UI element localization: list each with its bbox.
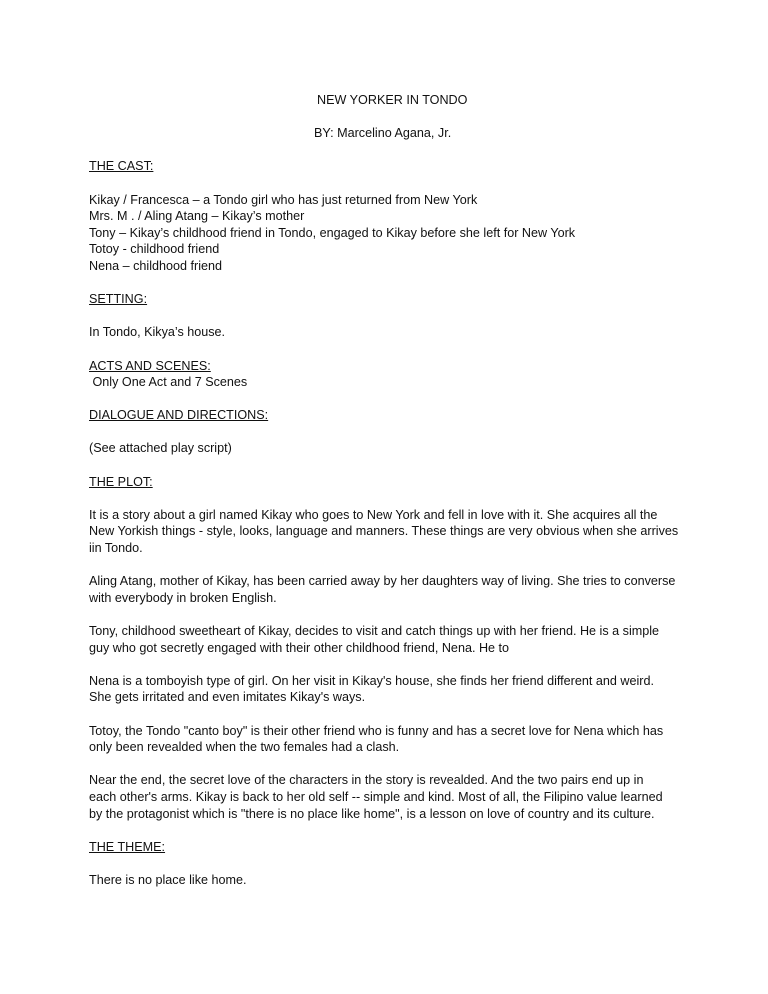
plot-line: She gets irritated and even imitates Kikay's ways. xyxy=(89,690,366,705)
cast-member: Tony – Kikay’s childhood friend in Tondo, engaged to Kikay before she left for New York xyxy=(89,225,576,240)
plot-line: Aling Atang, mother of Kikay, has been carried away by her daughters way of living. She tries to converse xyxy=(89,574,676,589)
plot-line: Nena is a tomboyish type of girl. On her visit in Kikay's house, she finds her friend different and weird. xyxy=(89,673,654,688)
dialogue-heading: DIALOGUE AND DIRECTIONS: xyxy=(89,408,269,423)
plot-line: each other's arms. Kikay is back to her old self -- simple and kind. Most of all, the Filipino value learned xyxy=(89,789,663,804)
setting-text: In Tondo, Kikya’s house. xyxy=(89,325,226,340)
plot-line: by the protagonist which is "there is no place like home", is a lesson on love of country and its culture. xyxy=(89,806,655,821)
plot-line: iin Tondo. xyxy=(89,541,143,556)
acts-text: Only One Act and 7 Scenes xyxy=(89,375,248,390)
acts-heading: ACTS AND SCENES: xyxy=(89,358,211,373)
plot-paragraph xyxy=(89,772,689,822)
cast-heading: THE CAST: xyxy=(89,159,154,174)
plot-paragraph xyxy=(89,623,689,656)
plot-paragraph xyxy=(89,573,689,606)
plot-line: only been revealded when the two females had a clash. xyxy=(89,740,400,755)
document-page xyxy=(89,92,689,889)
setting-heading: SETTING: xyxy=(89,292,148,307)
dialogue-text: (See attached play script) xyxy=(89,441,232,456)
document-title: NEW YORKER IN TONDO xyxy=(317,93,468,107)
theme-heading: THE THEME: xyxy=(89,839,166,854)
plot-heading: THE PLOT: xyxy=(89,474,153,489)
plot-paragraph xyxy=(89,507,689,557)
cast-list xyxy=(89,192,689,275)
plot-line: Near the end, the secret love of the characters in the story is revealded. And the two pairs end up in xyxy=(89,773,644,788)
byline: BY: Marcelino Agana, Jr. xyxy=(314,126,452,141)
cast-member: Nena – childhood friend xyxy=(89,258,223,273)
plot-line: guy who got secretly engaged with their other childhood friend, Nena. He to xyxy=(89,640,510,655)
plot-line: Tony, childhood sweetheart of Kikay, decides to visit and catch things up with her friend. He is a simple xyxy=(89,624,660,638)
plot-line: with everybody in broken English. xyxy=(89,590,277,605)
theme-text: There is no place like home. xyxy=(89,872,247,887)
plot-line: It is a story about a girl named Kikay who goes to New York and fell in love with it. She acquires all the xyxy=(89,507,658,522)
plot-line: New Yorkish things - style, looks, language and manners. These things are very obvious when she arrives xyxy=(89,524,679,539)
plot-paragraph xyxy=(89,673,689,706)
plot-paragraph xyxy=(89,723,689,756)
cast-member: Kikay / Francesca – a Tondo girl who has just returned from New York xyxy=(89,192,478,207)
cast-member: Totoy - childhood friend xyxy=(89,242,220,257)
plot-line: Totoy, the Tondo "canto boy" is their other friend who is funny and has a secret love for Nena which has xyxy=(89,723,664,738)
cast-member: Mrs. M . / Aling Atang – Kikay’s mother xyxy=(89,209,305,224)
